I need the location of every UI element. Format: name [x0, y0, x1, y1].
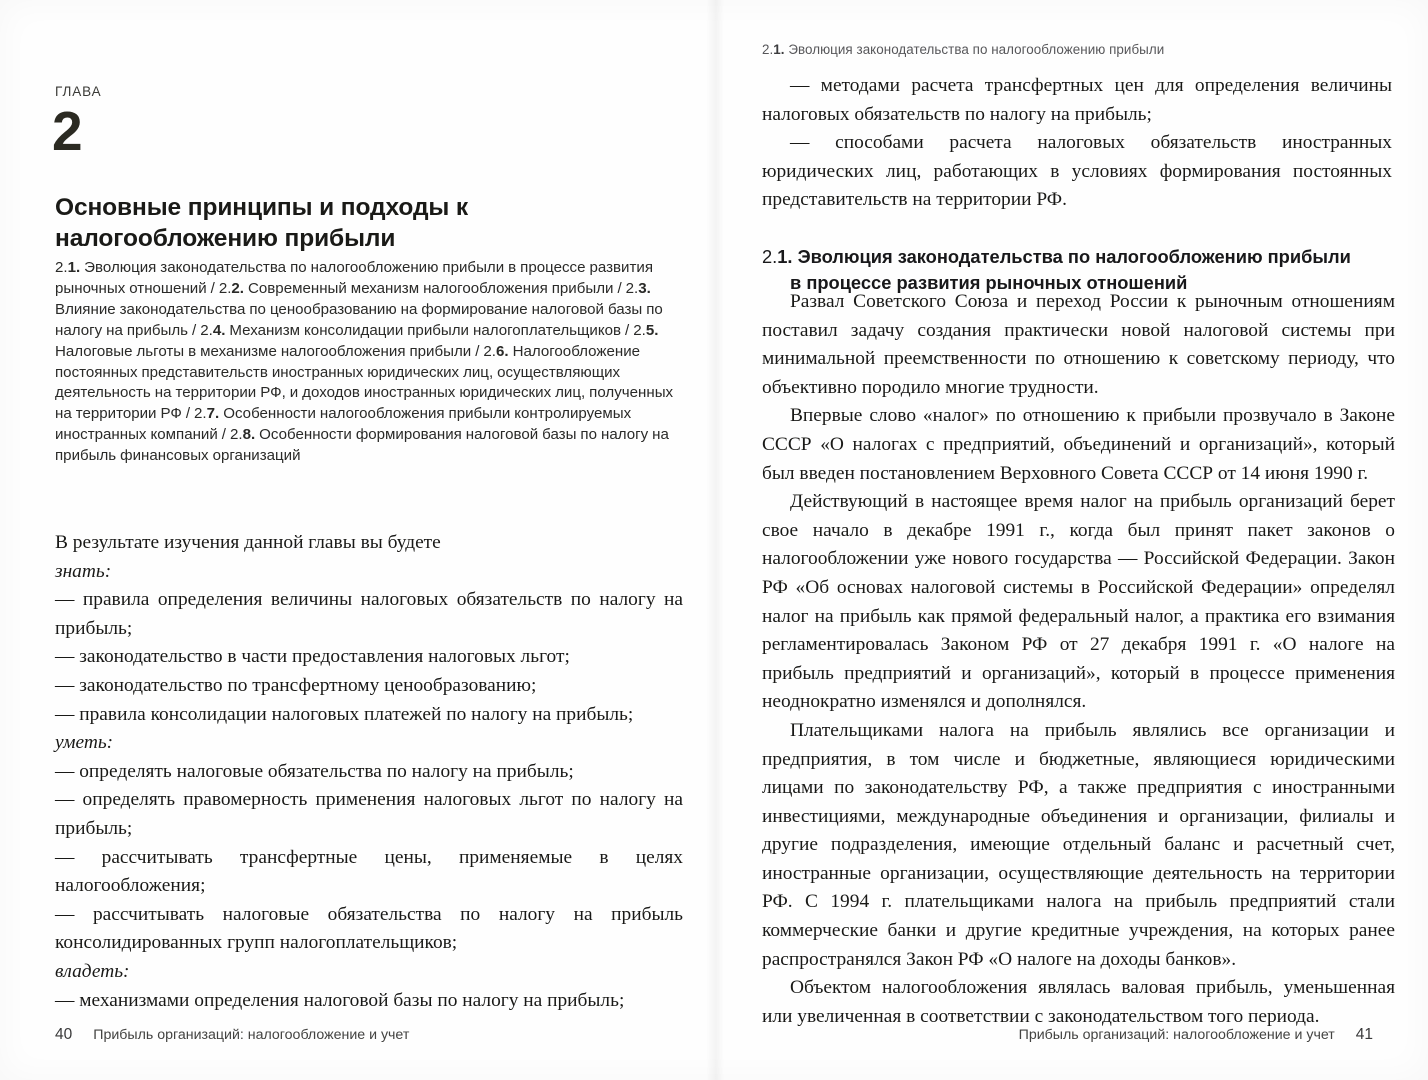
left-page-footer: [55, 1026, 409, 1044]
running-head-text: Эволюция законодательства по налогообложению прибыли: [784, 42, 1165, 57]
page-number: 41: [1355, 1026, 1373, 1043]
continued-objectives-list: [762, 72, 1392, 215]
list-item: — правила консолидации налоговых платежей по налогу на прибыль;: [55, 703, 634, 725]
paragraph: Впервые слово «налог» по отношению к прибыли прозвучало в Законе СССР «О налогах с предприятий, объединений и организаций», который был введен постановлением Верховного Совета СССР от 14 июня 1990 г.: [762, 405, 1395, 484]
objectives-term-able: уметь:: [55, 732, 114, 754]
running-head-number-bold: 1.: [773, 42, 785, 57]
book-title-footer: Прибыль организаций: налогообложение и учет: [1018, 1027, 1335, 1043]
objectives-term-master: владеть:: [55, 960, 130, 982]
chapter-number: 2: [52, 100, 82, 162]
list-item: — механизмами определения налоговой базы по налогу на прибыль;: [55, 989, 625, 1011]
right-page: [714, 0, 1428, 1080]
right-page-footer: [1019, 1026, 1373, 1044]
list-item: — определять налоговые обязательства по налогу на прибыль;: [55, 760, 574, 782]
chapter-contents-summary: [55, 258, 677, 467]
paragraph: Плательщиками налога на прибыль являлись все организации и предприятия, в том числе и бюджетные, являющиеся юридическими лицами по законодательству РФ, а также предприятия с иностранными инвестициями, международные объединения и организации, филиалы и другие подразделения, имеющие отдельный баланс и расчетный счет, иностранные организации, осуществляющие деятельность на территории РФ. С 1994 г. плательщиками налога на прибыль предприятий стали коммерческие банки и другие кредитные учреждения, на которых ранее распространялся Закон РФ «О налоге на доходы банков».: [762, 719, 1395, 970]
section-body: [762, 288, 1395, 1031]
list-item: — рассчитывать трансфертные цены, применяемые в целях налогообложения;: [55, 846, 683, 897]
objectives-term-know: знать:: [55, 560, 112, 582]
list-item: — законодательство по трансфертному ценообразованию;: [55, 674, 537, 696]
book-title-footer: Прибыль организаций: налогообложение и учет: [93, 1027, 410, 1043]
chapter-label: ГЛАВА: [55, 84, 102, 99]
learning-objectives: [55, 529, 683, 1015]
toc-text: 2.1. Эволюция законодательства по налогообложению прибыли в процессе развития рыночных отношений / 2.2. Современный механизм налогообложения прибыли / 2.3. Влияние законодательства по ценообразованию на формирование налоговой базы по налогу на прибыль / 2.4. Механизм консолидации прибыли налогоплательщиков / 2.5. Налоговые льготы в механизме налогообложения прибыли / 2.6. Налогообложение постоянных представительств иностранных юридических лиц, осуществляющих деятельность на территории РФ, и доходов иностранных юридических лиц, полученных на территории РФ / 2.7. Особенности налогообложения прибыли контролируемых иностранных компаний / 2.8. Особенности формирования налоговой базы по налогу на прибыль финансовых организаций: [55, 259, 674, 465]
section-number-light: 2.: [762, 246, 778, 268]
objectives-lead: В результате изучения данной главы вы будете: [55, 532, 441, 553]
list-item: — правила определения величины налоговых обязательств по налогу на прибыль;: [55, 589, 683, 639]
list-item: — способами расчета налоговых обязательств иностранных юридических лиц, работающих в условиях формирования постоянных представительств на территории РФ.: [762, 132, 1392, 211]
paragraph: Объектом налогообложения являлась валовая прибыль, уменьшенная или увеличенная в соответствии с законодательством того периода.: [762, 977, 1395, 1027]
paragraph: Действующий в настоящее время налог на прибыль организаций берет свое начало в декабре 1991 г., когда был принят пакет законов о налогообложении уже нового государства — Российской Федерации. Закон РФ «Об основах налоговой системы в Российской Федерации» определял налог на прибыль как прямой федеральный налог, а практика его взимания регламентировалась Законом РФ от 27 декабря 1991 г. «О налоге на прибыль предприятий и организаций», который в процессе применения неоднократно изменялся и дополнялся.: [762, 491, 1395, 713]
running-head-number-light: 2.: [762, 42, 774, 57]
running-head: [762, 42, 1164, 57]
section-number-bold: 1.: [777, 246, 793, 268]
paragraph: Развал Советского Союза и переход России к рыночным отношениям поставил задачу создания практически новой налоговой системы при минимальной преемственности по отношению к советскому периоду, что объективно породило многие трудности.: [762, 291, 1395, 398]
list-item: — рассчитывать налоговые обязательства по налогу на прибыль консолидированных групп налогоплательщиков;: [55, 903, 683, 954]
list-item: — определять правомерность применения налоговых льгот по налогу на прибыль;: [55, 789, 683, 839]
section-heading-line-1: Эволюция законодательства по налогообложению прибыли: [792, 246, 1351, 268]
list-item: — законодательство в части предоставления налоговых льгот;: [55, 646, 570, 668]
list-item: — методами расчета трансфертных цен для определения величины налоговых обязательств по налогу на прибыль;: [762, 75, 1392, 125]
page-number: 40: [55, 1026, 73, 1043]
page-title: Основные принципы и подходы к налогообложению прибыли: [55, 194, 469, 253]
section-heading-line-2: в процессе развития рыночных отношений: [790, 271, 1188, 293]
